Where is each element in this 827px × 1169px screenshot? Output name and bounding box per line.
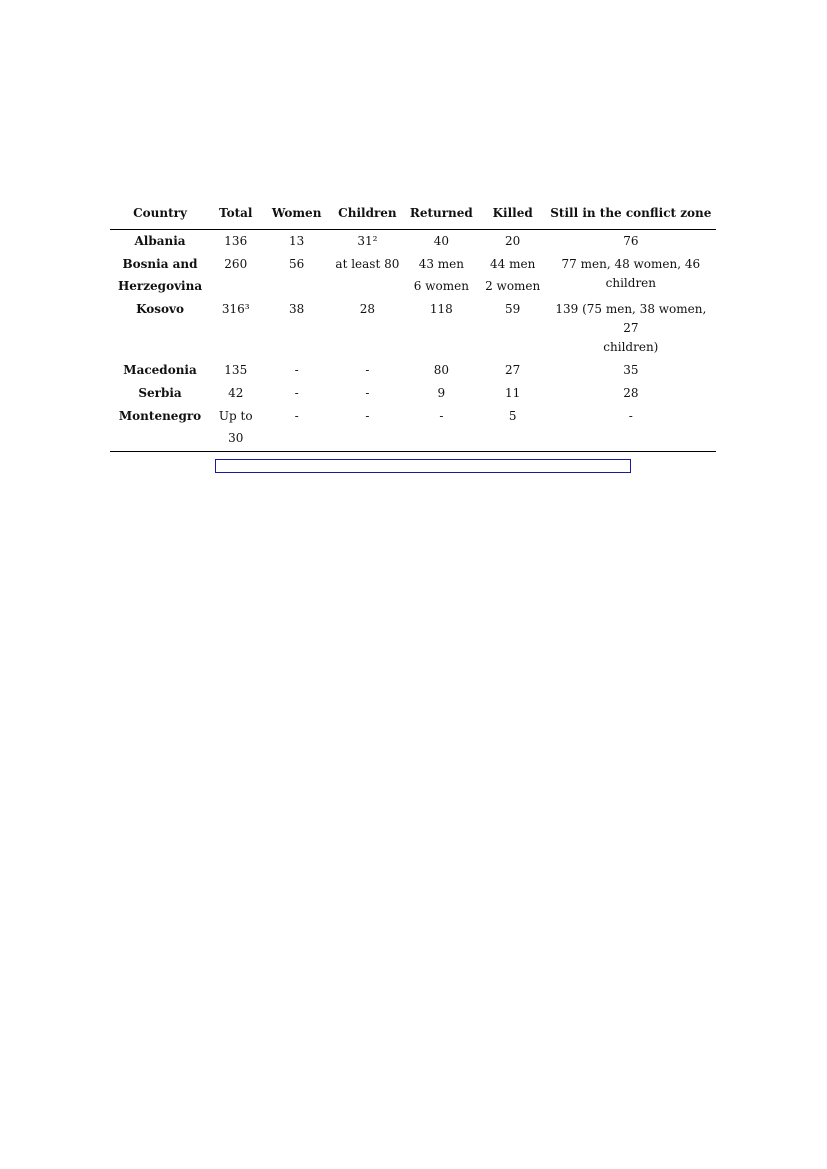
table-row: [110, 357, 716, 380]
cell-killed: [480, 296, 546, 357]
cell-women-line: 13: [289, 234, 305, 248]
cell-women: [261, 230, 331, 252]
cell-total: [210, 251, 261, 296]
cell-killed-line: 11: [505, 386, 521, 400]
cell-still-in-conflict-zone-line: children: [605, 276, 657, 290]
cell-women: [261, 251, 331, 296]
cell-women-line: 56: [289, 257, 305, 271]
header-women: Women: [261, 203, 331, 230]
cell-total-line: 42: [228, 386, 244, 400]
cell-women: [261, 357, 331, 380]
cell-country: [110, 230, 210, 252]
cell-women: [261, 296, 331, 357]
cell-still-in-conflict-zone-line: children): [603, 340, 659, 354]
cell-children: [332, 357, 403, 380]
cell-total-line: 316³: [221, 302, 250, 316]
cell-women-line: -: [294, 363, 299, 377]
cell-returned: [403, 251, 480, 296]
cell-still-in-conflict-zone-line: 77 men, 48 women, 46: [561, 257, 701, 271]
cell-killed: [480, 403, 546, 452]
cell-still-in-conflict-zone: [546, 380, 716, 403]
header-country: Country: [110, 203, 210, 230]
cell-total-line: 30: [228, 431, 244, 445]
cell-country-line: Serbia: [138, 386, 182, 400]
cell-women: [261, 403, 331, 452]
cell-killed: [480, 251, 546, 296]
cell-returned-line: 6 women: [413, 279, 469, 293]
cell-women-line: -: [294, 386, 299, 400]
cell-returned-line: -: [439, 409, 444, 423]
cell-women: [261, 380, 331, 403]
cell-children-line: -: [365, 363, 370, 377]
cell-children-line: 31²: [357, 234, 378, 248]
cell-still-in-conflict-zone-line: 76: [623, 234, 639, 248]
cell-killed: [480, 357, 546, 380]
cell-killed-line: 20: [505, 234, 521, 248]
cell-country-line: Albania: [134, 234, 186, 248]
cell-still-in-conflict-zone-line: -: [628, 409, 633, 423]
cell-killed-line: 5: [508, 409, 517, 423]
cell-still-in-conflict-zone-line: 28: [623, 386, 639, 400]
cell-children: [332, 380, 403, 403]
cell-returned: [403, 380, 480, 403]
table-row: [110, 403, 716, 452]
table-row: [110, 230, 716, 252]
table-body: [110, 230, 716, 452]
cell-children-line: at least 80: [335, 257, 400, 271]
cell-children: [332, 403, 403, 452]
cell-country-line: Macedonia: [123, 363, 197, 377]
header-children: Children: [332, 203, 403, 230]
cell-country: [110, 251, 210, 296]
cell-children-line: -: [365, 386, 370, 400]
cell-women-line: -: [294, 409, 299, 423]
cell-total: [210, 230, 261, 252]
cell-still-in-conflict-zone: [546, 357, 716, 380]
cell-total-line: 136: [224, 234, 248, 248]
cell-total: [210, 403, 261, 452]
cell-children-line: 28: [359, 302, 376, 316]
cell-returned-line: 118: [429, 302, 453, 316]
cell-country: [110, 380, 210, 403]
cell-children: [332, 296, 403, 357]
cell-returned: [403, 230, 480, 252]
cell-country: [110, 296, 210, 357]
table-row: [110, 296, 716, 357]
cell-returned-line: 43 men: [418, 257, 464, 271]
foreign-fighters-table: [110, 203, 716, 452]
cell-country-line: Kosovo: [136, 302, 184, 316]
cell-country-line: Montenegro: [118, 409, 202, 423]
header-still-in-conflict-zone: Still in the conflict zone: [546, 203, 716, 230]
table-row: [110, 251, 716, 296]
cell-still-in-conflict-zone-line: 35: [623, 363, 639, 377]
cell-still-in-conflict-zone: [546, 230, 716, 252]
cell-total: [210, 296, 261, 357]
header-row: [110, 203, 716, 230]
cell-killed: [480, 380, 546, 403]
cell-still-in-conflict-zone: [546, 251, 716, 296]
cell-still-in-conflict-zone-line: 139 (75 men, 38 women, 27: [555, 302, 707, 335]
header-returned: Returned: [403, 203, 480, 230]
cell-returned: [403, 296, 480, 357]
cell-killed-line: 27: [505, 363, 521, 377]
caption-link-box[interactable]: [215, 459, 631, 473]
cell-killed-line: 59: [505, 302, 521, 316]
table-header: [110, 203, 716, 230]
cell-women-line: 38: [289, 302, 305, 316]
cell-returned-line: 80: [433, 363, 449, 377]
cell-returned-line: 9: [437, 386, 446, 400]
cell-total-line: Up to: [218, 409, 253, 423]
cell-total: [210, 357, 261, 380]
cell-returned: [403, 357, 480, 380]
cell-total-line: 135: [224, 363, 248, 377]
cell-total-line: 260: [224, 257, 248, 271]
cell-total: [210, 380, 261, 403]
cell-killed-line: 2 women: [485, 279, 541, 293]
cell-still-in-conflict-zone: [546, 296, 716, 357]
cell-killed-line: 44 men: [490, 257, 536, 271]
cell-still-in-conflict-zone: [546, 403, 716, 452]
cell-returned: [403, 403, 480, 452]
cell-country-line: Herzegovina: [117, 279, 203, 293]
table-row: [110, 380, 716, 403]
cell-children: [332, 230, 403, 252]
header-total: Total: [210, 203, 261, 230]
cell-killed: [480, 230, 546, 252]
cell-country: [110, 403, 210, 452]
cell-country-line: Bosnia and: [122, 257, 198, 271]
cell-children-line: -: [365, 409, 370, 423]
cell-country: [110, 357, 210, 380]
cell-returned-line: 40: [433, 234, 449, 248]
header-killed: Killed: [480, 203, 546, 230]
cell-children: [332, 251, 403, 296]
